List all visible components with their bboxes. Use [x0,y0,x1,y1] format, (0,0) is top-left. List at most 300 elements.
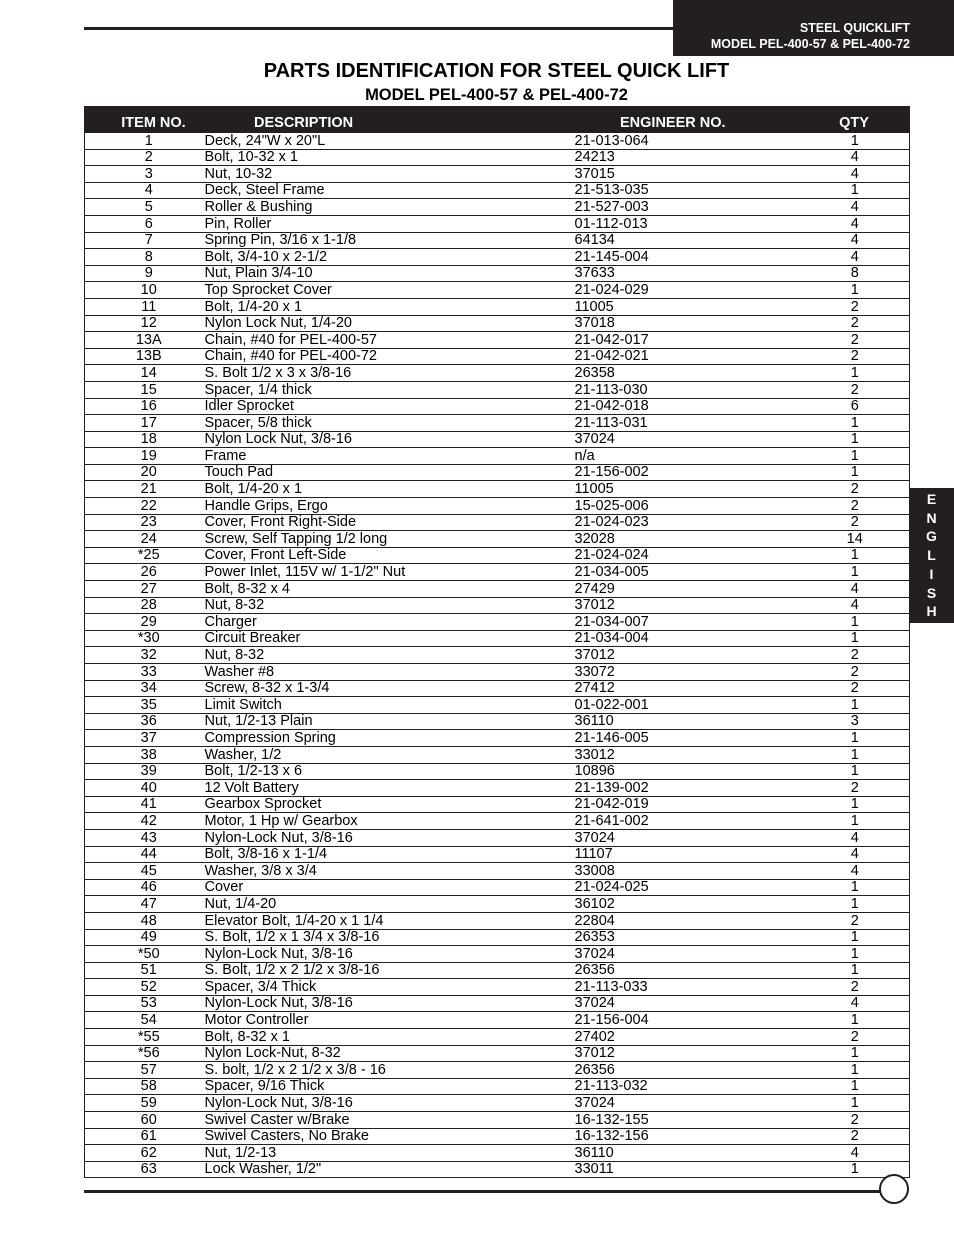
description-cell: Spacer, 5/8 thick [203,415,573,432]
table-row [85,929,910,946]
table-row [85,912,910,929]
engineer-number-cell: 27429 [573,581,799,598]
description-cell: S. bolt, 1/2 x 2 1/2 x 3/8 - 16 [203,1062,573,1079]
item-number-cell: 38 [85,746,203,763]
top-rule [84,27,673,30]
item-number-cell: 3 [85,166,203,183]
engineer-number-cell: 21-013-064 [573,133,799,150]
description-cell: Touch Pad [203,464,573,481]
engineer-number-cell: 36102 [573,896,799,913]
description-cell: Chain, #40 for PEL-400-57 [203,332,573,349]
qty-cell: 2 [799,1029,910,1046]
description-cell: Power Inlet, 115V w/ 1-1/2" Nut [203,564,573,581]
table-row [85,863,910,880]
table-row [85,514,910,531]
table-row [85,381,910,398]
item-number-cell: 60 [85,1112,203,1129]
table-row [85,1078,910,1095]
engineer-number-cell: 21-034-007 [573,614,799,631]
col-header-description: DESCRIPTION [203,107,573,133]
item-number-cell: 4 [85,182,203,199]
engineer-number-cell: 11107 [573,846,799,863]
qty-cell: 1 [799,365,910,382]
language-tab-letter: L [927,547,936,564]
engineer-number-cell: 21-042-021 [573,348,799,365]
description-cell: Gearbox Sprocket [203,796,573,813]
engineer-number-cell: 21-024-029 [573,282,799,299]
table-row [85,730,910,747]
engineer-number-cell: n/a [573,448,799,465]
qty-cell: 4 [799,863,910,880]
table-row [85,149,910,166]
engineer-number-cell: 37024 [573,1095,799,1112]
qty-cell: 1 [799,1062,910,1079]
table-row [85,415,910,432]
item-number-cell: 16 [85,398,203,415]
engineer-number-cell: 24213 [573,149,799,166]
item-number-cell: *55 [85,1029,203,1046]
qty-cell: 1 [799,564,910,581]
engineer-number-cell: 33008 [573,863,799,880]
item-number-cell: 17 [85,415,203,432]
table-row [85,581,910,598]
page-title: PARTS IDENTIFICATION FOR STEEL QUICK LIFT [263,60,730,82]
engineer-number-cell: 26353 [573,929,799,946]
table-row [85,746,910,763]
language-tab-letter: E [926,491,937,508]
description-cell: Bolt, 8-32 x 1 [203,1029,573,1046]
description-cell: Swivel Casters, No Brake [203,1128,573,1145]
language-tab-letter: N [926,509,937,526]
table-row [85,398,910,415]
item-number-cell: 27 [85,581,203,598]
table-row [85,1062,910,1079]
qty-cell: 1 [799,896,910,913]
item-number-cell: 15 [85,381,203,398]
table-row [85,498,910,515]
engineer-number-cell: 21-146-005 [573,730,799,747]
table-row [85,1128,910,1145]
qty-cell: 2 [799,1128,910,1145]
description-cell: Nylon Lock Nut, 1/4-20 [203,315,573,332]
item-number-cell: *56 [85,1045,203,1062]
description-cell: Frame [203,448,573,465]
item-number-cell: *30 [85,630,203,647]
parts-table-body [85,133,910,1178]
item-number-cell: 43 [85,829,203,846]
description-cell: Cover, Front Left-Side [203,547,573,564]
item-number-cell: 12 [85,315,203,332]
qty-cell: 2 [799,315,910,332]
description-cell: 12 Volt Battery [203,780,573,797]
table-row [85,962,910,979]
table-row [85,763,910,780]
table-row [85,1029,910,1046]
qty-cell: 14 [799,531,910,548]
table-row [85,1161,910,1178]
description-cell: Swivel Caster w/Brake [203,1112,573,1129]
bottom-rule [84,1190,884,1193]
item-number-cell: 40 [85,780,203,797]
item-number-cell: 54 [85,1012,203,1029]
item-number-cell: 24 [85,531,203,548]
qty-cell: 1 [799,1012,910,1029]
qty-cell: 1 [799,730,910,747]
item-number-cell: 23 [85,514,203,531]
qty-cell: 2 [799,979,910,996]
table-row [85,265,910,282]
table-row [85,133,910,150]
qty-cell: 1 [799,929,910,946]
table-row [85,332,910,349]
description-cell: Cover [203,879,573,896]
description-cell: Compression Spring [203,730,573,747]
qty-cell: 1 [799,1161,910,1178]
item-number-cell: 48 [85,912,203,929]
table-row [85,365,910,382]
engineer-number-cell: 16-132-156 [573,1128,799,1145]
qty-cell: 2 [799,332,910,349]
item-number-cell: 62 [85,1145,203,1162]
qty-cell: 1 [799,282,910,299]
col-header-item: ITEM NO. [85,107,203,133]
description-cell: Nylon-Lock Nut, 3/8-16 [203,995,573,1012]
item-number-cell: 41 [85,796,203,813]
item-number-cell: 7 [85,232,203,249]
item-number-cell: 13B [85,348,203,365]
item-number-cell: 44 [85,846,203,863]
language-tab-letter: S [926,584,937,601]
table-row [85,298,910,315]
language-tab-letter: H [926,603,937,620]
table-row [85,481,910,498]
engineer-number-cell: 01-022-001 [573,697,799,714]
engineer-number-cell: 21-527-003 [573,199,799,216]
qty-cell: 2 [799,912,910,929]
item-number-cell: 52 [85,979,203,996]
table-row [85,1012,910,1029]
table-row [85,630,910,647]
engineer-number-cell: 21-145-004 [573,249,799,266]
item-number-cell: *25 [85,547,203,564]
qty-cell: 2 [799,647,910,664]
qty-cell: 1 [799,630,910,647]
description-cell: Washer, 1/2 [203,746,573,763]
engineer-number-cell: 21-042-017 [573,332,799,349]
table-row [85,946,910,963]
item-number-cell: 57 [85,1062,203,1079]
engineer-number-cell: 21-042-019 [573,796,799,813]
description-cell: Top Sprocket Cover [203,282,573,299]
language-tab-letter: I [929,565,934,582]
table-row [85,995,910,1012]
table-row [85,431,910,448]
item-number-cell: 58 [85,1078,203,1095]
engineer-number-cell: 37024 [573,946,799,963]
qty-cell: 2 [799,298,910,315]
qty-cell: 4 [799,215,910,232]
item-number-cell: 14 [85,365,203,382]
table-header-row [85,107,910,133]
description-cell: Lock Washer, 1/2" [203,1161,573,1178]
qty-cell: 1 [799,415,910,432]
qty-cell: 1 [799,464,910,481]
description-cell: Motor, 1 Hp w/ Gearbox [203,813,573,830]
engineer-number-cell: 10896 [573,763,799,780]
engineer-number-cell: 36110 [573,713,799,730]
qty-cell: 4 [799,249,910,266]
description-cell: Bolt, 3/4-10 x 2-1/2 [203,249,573,266]
qty-cell: 6 [799,398,910,415]
description-cell: Bolt, 8-32 x 4 [203,581,573,598]
qty-cell: 4 [799,995,910,1012]
qty-cell: 1 [799,879,910,896]
description-cell: S. Bolt 1/2 x 3 x 3/8-16 [203,365,573,382]
engineer-number-cell: 22804 [573,912,799,929]
description-cell: Nylon Lock Nut, 3/8-16 [203,431,573,448]
item-number-cell: 63 [85,1161,203,1178]
description-cell: Spacer, 9/16 Thick [203,1078,573,1095]
engineer-number-cell: 27402 [573,1029,799,1046]
table-row [85,531,910,548]
col-header-qty: QTY [799,107,910,133]
description-cell: Nut, 1/2-13 [203,1145,573,1162]
engineer-number-cell: 33072 [573,664,799,681]
description-cell: Bolt, 1/2-13 x 6 [203,763,573,780]
description-cell: Deck, 24"W x 20"L [203,133,573,150]
qty-cell: 1 [799,431,910,448]
description-cell: Circuit Breaker [203,630,573,647]
qty-cell: 1 [799,962,910,979]
engineer-number-cell: 37012 [573,1045,799,1062]
qty-cell: 4 [799,1145,910,1162]
description-cell: Motor Controller [203,1012,573,1029]
qty-cell: 1 [799,614,910,631]
engineer-number-cell: 01-112-013 [573,215,799,232]
engineer-number-cell: 11005 [573,481,799,498]
table-row [85,597,910,614]
table-row [85,1095,910,1112]
qty-cell: 4 [799,846,910,863]
engineer-number-cell: 21-139-002 [573,780,799,797]
item-number-cell: 21 [85,481,203,498]
item-number-cell: 42 [85,813,203,830]
item-number-cell: 19 [85,448,203,465]
description-cell: Bolt, 1/4-20 x 1 [203,481,573,498]
item-number-cell: 20 [85,464,203,481]
qty-cell: 1 [799,1045,910,1062]
item-number-cell: 49 [85,929,203,946]
engineer-number-cell: 64134 [573,232,799,249]
qty-cell: 1 [799,697,910,714]
engineer-number-cell: 21-156-002 [573,464,799,481]
table-row [85,813,910,830]
table-row [85,614,910,631]
description-cell: Bolt, 10-32 x 1 [203,149,573,166]
engineer-number-cell: 37024 [573,995,799,1012]
description-cell: Nylon-Lock Nut, 3/8-16 [203,946,573,963]
table-row [85,1112,910,1129]
description-cell: Pin, Roller [203,215,573,232]
description-cell: Nylon Lock-Nut, 8-32 [203,1045,573,1062]
engineer-number-cell: 37633 [573,265,799,282]
qty-cell: 4 [799,149,910,166]
engineer-number-cell: 21-034-005 [573,564,799,581]
table-row [85,1145,910,1162]
qty-cell: 2 [799,514,910,531]
item-number-cell: 29 [85,614,203,631]
table-row [85,979,910,996]
item-number-cell: 39 [85,763,203,780]
item-number-cell: 9 [85,265,203,282]
description-cell: Spring Pin, 3/16 x 1-1/8 [203,232,573,249]
item-number-cell: *50 [85,946,203,963]
description-cell: S. Bolt, 1/2 x 2 1/2 x 3/8-16 [203,962,573,979]
description-cell: Nut, 8-32 [203,597,573,614]
col-header-engineer: ENGINEER NO. [573,107,799,133]
engineer-number-cell: 26356 [573,1062,799,1079]
table-row [85,829,910,846]
table-row [85,896,910,913]
table-row [85,680,910,697]
engineer-number-cell: 21-034-004 [573,630,799,647]
qty-cell: 1 [799,182,910,199]
engineer-number-cell: 21-024-025 [573,879,799,896]
engineer-number-cell: 21-113-033 [573,979,799,996]
item-number-cell: 28 [85,597,203,614]
qty-cell: 4 [799,581,910,598]
engineer-number-cell: 37024 [573,431,799,448]
engineer-number-cell: 33011 [573,1161,799,1178]
table-row [85,647,910,664]
table-row [85,199,910,216]
description-cell: Handle Grips, Ergo [203,498,573,515]
qty-cell: 1 [799,547,910,564]
qty-cell: 4 [799,166,910,183]
item-number-cell: 32 [85,647,203,664]
qty-cell: 1 [799,813,910,830]
item-number-cell: 36 [85,713,203,730]
description-cell: Cover, Front Right-Side [203,514,573,531]
header-box [673,0,954,56]
item-number-cell: 53 [85,995,203,1012]
engineer-number-cell: 21-042-018 [573,398,799,415]
table-row [85,879,910,896]
item-number-cell: 8 [85,249,203,266]
table-row [85,697,910,714]
description-cell: S. Bolt, 1/2 x 1 3/4 x 3/8-16 [203,929,573,946]
table-row [85,547,910,564]
description-cell: Nut, 10-32 [203,166,573,183]
table-row [85,249,910,266]
item-number-cell: 59 [85,1095,203,1112]
qty-cell: 2 [799,664,910,681]
description-cell: Spacer, 3/4 Thick [203,979,573,996]
item-number-cell: 45 [85,863,203,880]
table-row [85,664,910,681]
qty-cell: 2 [799,780,910,797]
engineer-number-cell: 37018 [573,315,799,332]
header-model: MODEL PEL-400-57 & PEL-400-72 [710,37,910,51]
table-row [85,564,910,581]
description-cell: Charger [203,614,573,631]
engineer-number-cell: 21-513-035 [573,182,799,199]
table-row [85,796,910,813]
description-cell: Screw, Self Tapping 1/2 long [203,531,573,548]
description-cell: Screw, 8-32 x 1-3/4 [203,680,573,697]
qty-cell: 2 [799,498,910,515]
description-cell: Washer #8 [203,664,573,681]
item-number-cell: 2 [85,149,203,166]
parts-table [84,106,910,1178]
item-number-cell: 6 [85,215,203,232]
description-cell: Deck, Steel Frame [203,182,573,199]
qty-cell: 4 [799,199,910,216]
description-cell: Nut, Plain 3/4-10 [203,265,573,282]
engineer-number-cell: 27412 [573,680,799,697]
qty-cell: 2 [799,680,910,697]
description-cell: Nut, 1/4-20 [203,896,573,913]
qty-cell: 2 [799,348,910,365]
qty-cell: 1 [799,796,910,813]
table-row [85,282,910,299]
item-number-cell: 34 [85,680,203,697]
item-number-cell: 33 [85,664,203,681]
engineer-number-cell: 37012 [573,647,799,664]
item-number-cell: 37 [85,730,203,747]
engineer-number-cell: 37024 [573,829,799,846]
qty-cell: 1 [799,448,910,465]
item-number-cell: 11 [85,298,203,315]
page-subtitle: MODEL PEL-400-57 & PEL-400-72 [365,86,628,104]
description-cell: Bolt, 1/4-20 x 1 [203,298,573,315]
engineer-number-cell: 26356 [573,962,799,979]
item-number-cell: 10 [85,282,203,299]
engineer-number-cell: 21-156-004 [573,1012,799,1029]
qty-cell: 4 [799,829,910,846]
engineer-number-cell: 21-024-023 [573,514,799,531]
table-row [85,166,910,183]
table-row [85,713,910,730]
item-number-cell: 5 [85,199,203,216]
qty-cell: 1 [799,763,910,780]
qty-cell: 2 [799,1112,910,1129]
description-cell: Washer, 3/8 x 3/4 [203,863,573,880]
language-tab-letter: G [926,528,937,545]
qty-cell: 1 [799,946,910,963]
item-number-cell: 22 [85,498,203,515]
qty-cell: 2 [799,381,910,398]
qty-cell: 1 [799,746,910,763]
item-number-cell: 13A [85,332,203,349]
description-cell: Roller & Bushing [203,199,573,216]
qty-cell: 1 [799,1078,910,1095]
engineer-number-cell: 15-025-006 [573,498,799,515]
qty-cell: 4 [799,597,910,614]
engineer-number-cell: 11005 [573,298,799,315]
item-number-cell: 26 [85,564,203,581]
qty-cell: 1 [799,1095,910,1112]
qty-cell: 2 [799,481,910,498]
engineer-number-cell: 33012 [573,746,799,763]
table-row [85,182,910,199]
description-cell: Idler Sprocket [203,398,573,415]
engineer-number-cell: 21-113-032 [573,1078,799,1095]
engineer-number-cell: 21-024-024 [573,547,799,564]
description-cell: Nut, 1/2-13 Plain [203,713,573,730]
item-number-cell: 47 [85,896,203,913]
item-number-cell: 35 [85,697,203,714]
